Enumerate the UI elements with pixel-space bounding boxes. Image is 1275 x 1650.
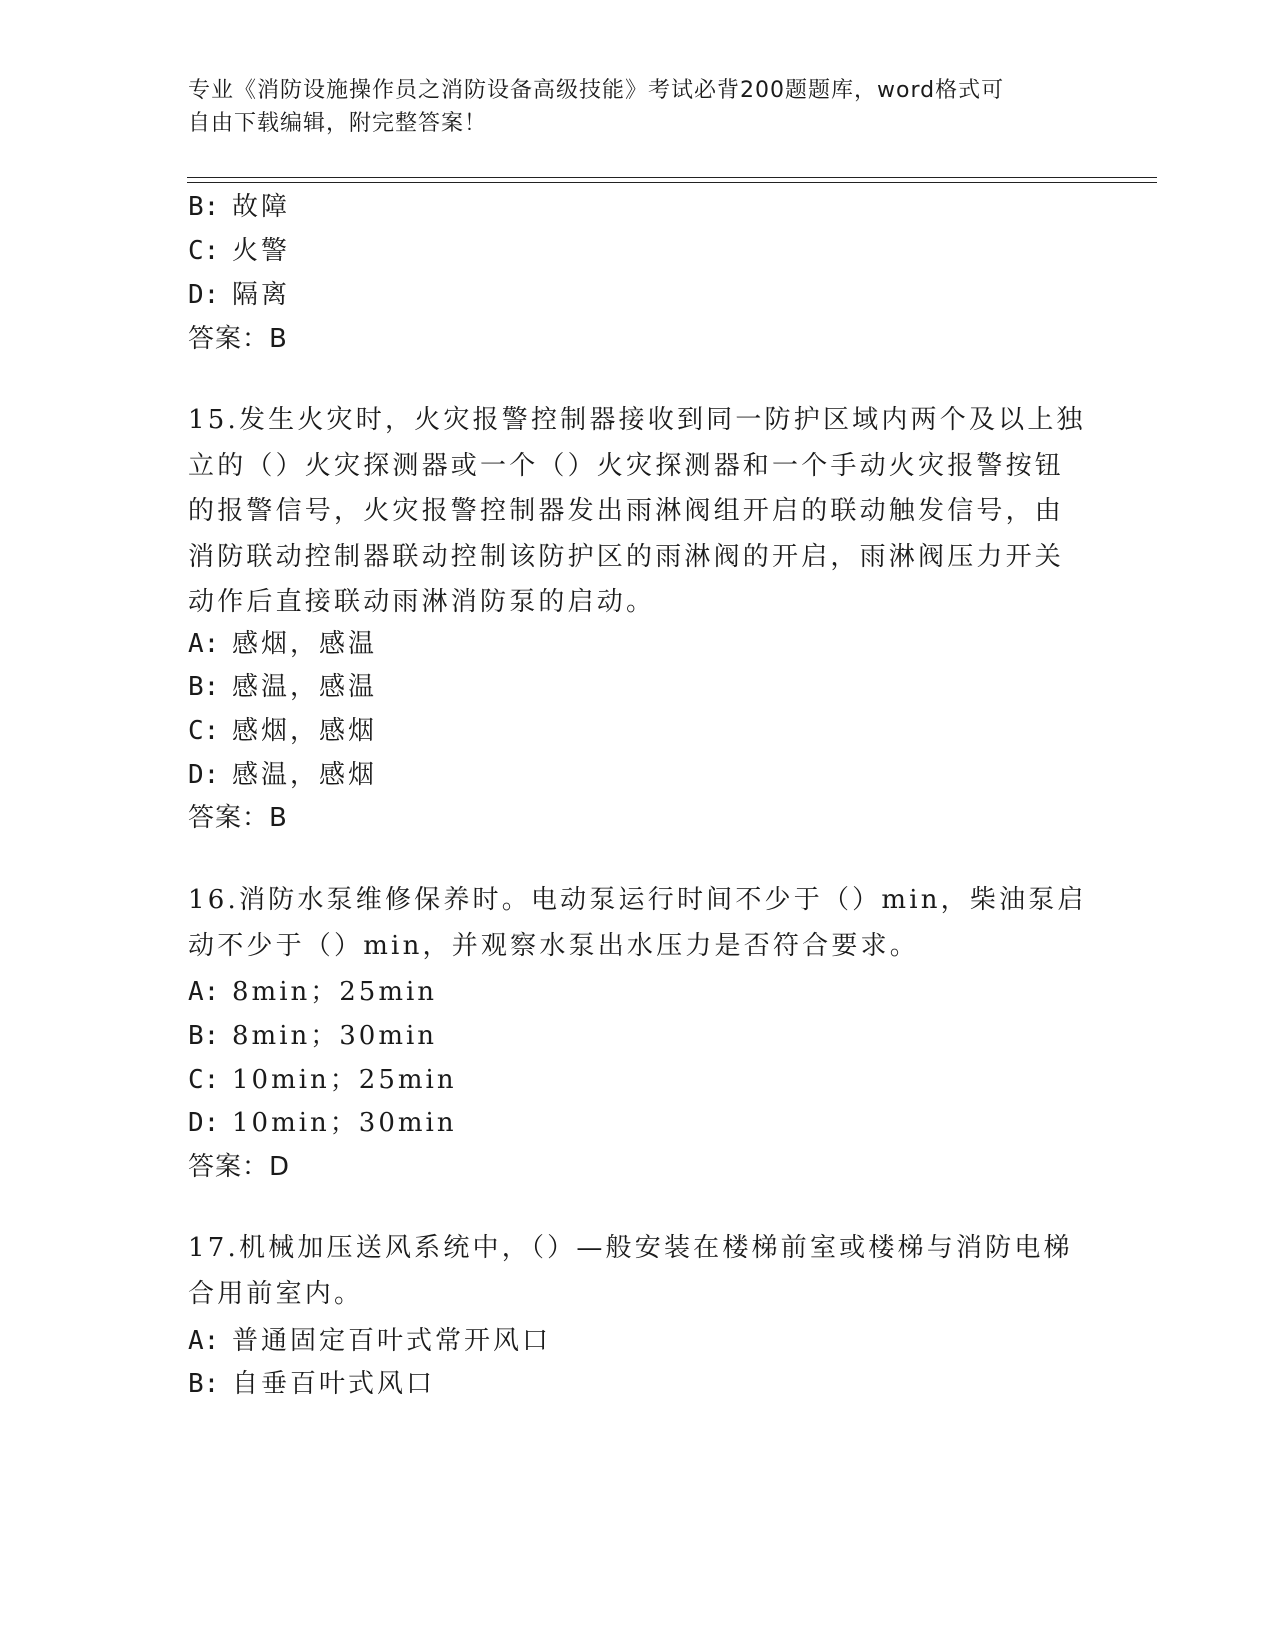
q15-line: 立的（）火灾探测器或一个（）火灾探测器和一个手动火灾报警按钮 [188,450,1065,481]
q14-option-b: B: 故障 [188,192,291,222]
q17-line: 17.机械加压送风系统中，（）—般安装在楼梯前室或楼梯与消防电梯 [188,1233,1073,1263]
q17-option-a: A: 普通固定百叶式常开风口 [188,1326,552,1356]
q16-option-a: A: 8min；25min [188,977,438,1007]
header-line-1: 专业《消防设施操作员之消防设备高级技能》考试必背200题题库，word格式可 [188,78,1005,103]
q16-line: 16.消防水泵维修保养时。电动泵运行时间不少于（）min，柴油泵启 [188,885,1087,915]
q16-question [188,878,1088,969]
q17-question [188,1226,1088,1317]
q17-option-b: B: 自垂百叶式风口 [188,1369,436,1399]
q14-answer: 答案：B [188,324,288,354]
header-divider-top [187,177,1157,178]
q15-option-b: B: 感温，感温 [188,672,378,702]
q16-option-d: D: 10min；30min [188,1108,457,1138]
header-divider-bottom [187,182,1157,183]
header-line-2: 自由下载编辑，附完整答案！ [188,111,488,136]
q15-line: 消防联动控制器联动控制该防护区的雨淋阀的开启，雨淋阀压力开关 [188,541,1065,572]
q14-option-d: D: 隔离 [188,280,291,310]
q15-line: 动作后直接联动雨淋消防泵的启动。 [188,587,656,617]
q15-line: 15.发生火灾时，火灾报警控制器接收到同一防护区域内两个及以上独 [188,405,1086,435]
q15-question [188,398,1088,626]
q16-option-c: C: 10min；25min [188,1065,457,1095]
q15-line: 的报警信号，火灾报警控制器发出雨淋阀组开启的联动触发信号，由 [188,496,1065,526]
q15-option-d: D: 感温，感烟 [188,760,378,790]
q16-option-b: B: 8min；30min [188,1021,438,1051]
q14-option-c: C: 火警 [188,236,291,266]
page-header [188,74,1068,140]
q15-option-c: C: 感烟，感烟 [188,716,378,746]
q16-line: 动不少于（）min，并观察水泵出水压力是否符合要求。 [188,930,919,961]
q16-answer: 答案：D [188,1152,291,1182]
q15-answer: 答案：B [188,803,288,833]
q17-line: 合用前室内。 [188,1278,364,1309]
q15-option-a: A: 感烟，感温 [188,629,378,659]
